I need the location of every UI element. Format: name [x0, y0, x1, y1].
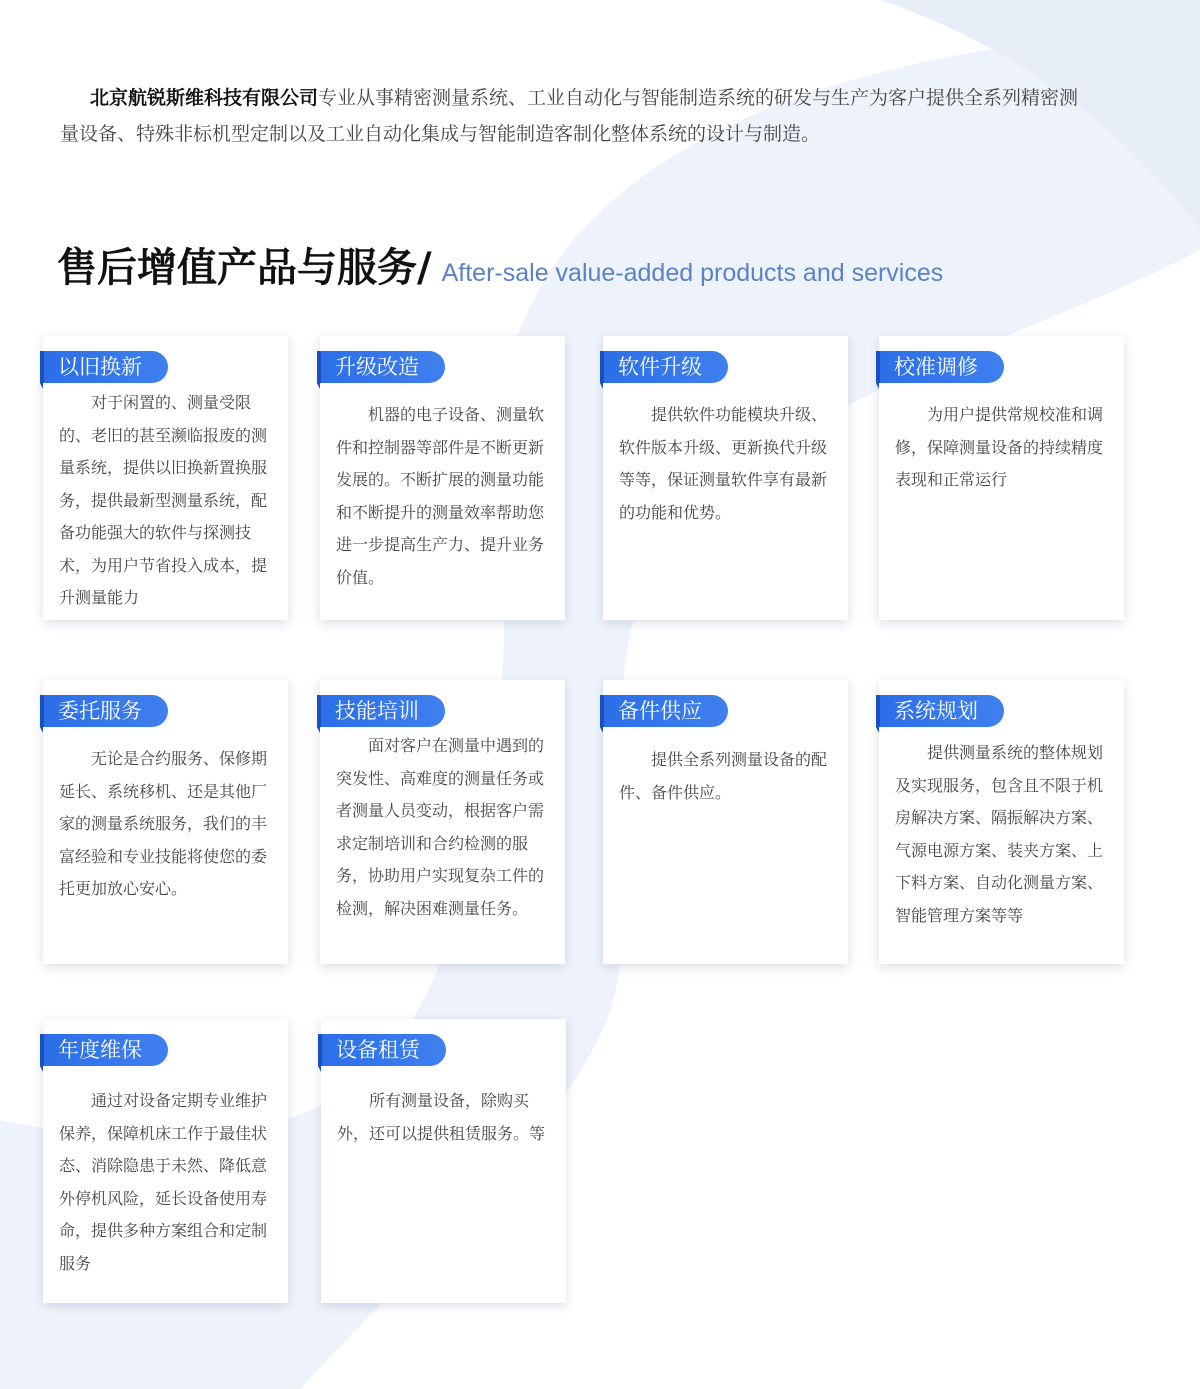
card-title: 校准调修: [876, 351, 1004, 383]
card-text: 面对客户在测量中遇到的突发性、高难度的测量任务或者测量人员变动，根据客户需求定制培训和合约检测的服务，协助用户实现复杂工件的检测，解决困难测量任务。: [336, 736, 545, 918]
card-title: 升级改造: [317, 351, 445, 383]
card-text: 所有测量设备，除购买外，还可以提供租赁服务。等: [337, 1091, 546, 1143]
service-card-annual-maintenance: [43, 1019, 288, 1303]
card-title: 委托服务: [40, 695, 168, 727]
heading-zh: 售后增值产品与服务: [57, 245, 417, 291]
service-card-system-planning: [879, 680, 1124, 964]
card-text: 无论是合约服务、保修期延长、系统移机、还是其他厂家的测量系统服务，我们的丰富经验和专业技能将使您的委托更加放心安心。: [59, 749, 268, 898]
card-title: 技能培训: [317, 695, 445, 727]
card-text: 通过对设备定期专业维护保养，保障机床工作于最佳状态、消除隐患于未然、降低意外停机风险，延长设备使用寿命，提供多种方案组合和定制服务: [59, 1091, 268, 1273]
service-card-software-upgrade: [603, 336, 848, 620]
card-text: 提供全系列测量设备的配件、备件供应。: [619, 750, 828, 802]
company-intro: [60, 80, 1080, 152]
card-text: 提供软件功能模块升级、软件版本升级、更新换代升级等等，保证测量软件享有最新的功能和优势。: [619, 405, 828, 522]
card-title: 设备租赁: [318, 1034, 446, 1066]
card-text: 为用户提供常规校准和调修，保障测量设备的持续精度表现和正常运行: [895, 405, 1104, 489]
service-card-upgrade: [320, 336, 565, 620]
service-card-equipment-rental: [321, 1019, 566, 1303]
intro-text: 专业从事精密测量系统、工业自动化与智能制造系统的研发与生产为客户提供全系列精密测量设备、特殊非标机型定制以及工业自动化集成与智能制造客制化整体系统的设计与制造。: [60, 87, 1079, 145]
section-heading: [57, 236, 943, 293]
service-card-spare-parts: [603, 680, 848, 964]
card-title: 系统规划: [876, 695, 1004, 727]
company-name: 北京航锐斯维科技有限公司: [90, 87, 319, 109]
service-card-training: [320, 680, 565, 964]
service-card-calibration: [879, 336, 1124, 620]
card-text: 机器的电子设备、测量软件和控制器等部件是不断更新发展的。不断扩展的测量功能和不断提升的测量效率帮助您进一步提高生产力、提升业务价值。: [336, 405, 545, 587]
card-text: 提供测量系统的整体规划及实现服务，包含且不限于机房解决方案、隔振解决方案、气源电源方案、装夹方案、上下料方案、自动化测量方案、智能管理方案等等: [895, 743, 1104, 925]
card-title: 软件升级: [600, 351, 728, 383]
card-title: 备件供应: [600, 695, 728, 727]
heading-slash: /: [417, 245, 432, 291]
card-title: 以旧换新: [40, 351, 168, 383]
card-text: 对于闲置的、测量受限的、老旧的甚至濒临报废的测量系统，提供以旧换新置换服务，提供最新型测量系统，配备功能强大的软件与探测技术，为用户节省投入成本，提升测量能力: [59, 393, 268, 607]
card-title: 年度维保: [40, 1034, 168, 1066]
service-card-entrusted-service: [43, 680, 288, 964]
service-card-trade-in: [43, 336, 288, 620]
heading-en: After-sale value-added products and services: [441, 259, 944, 287]
